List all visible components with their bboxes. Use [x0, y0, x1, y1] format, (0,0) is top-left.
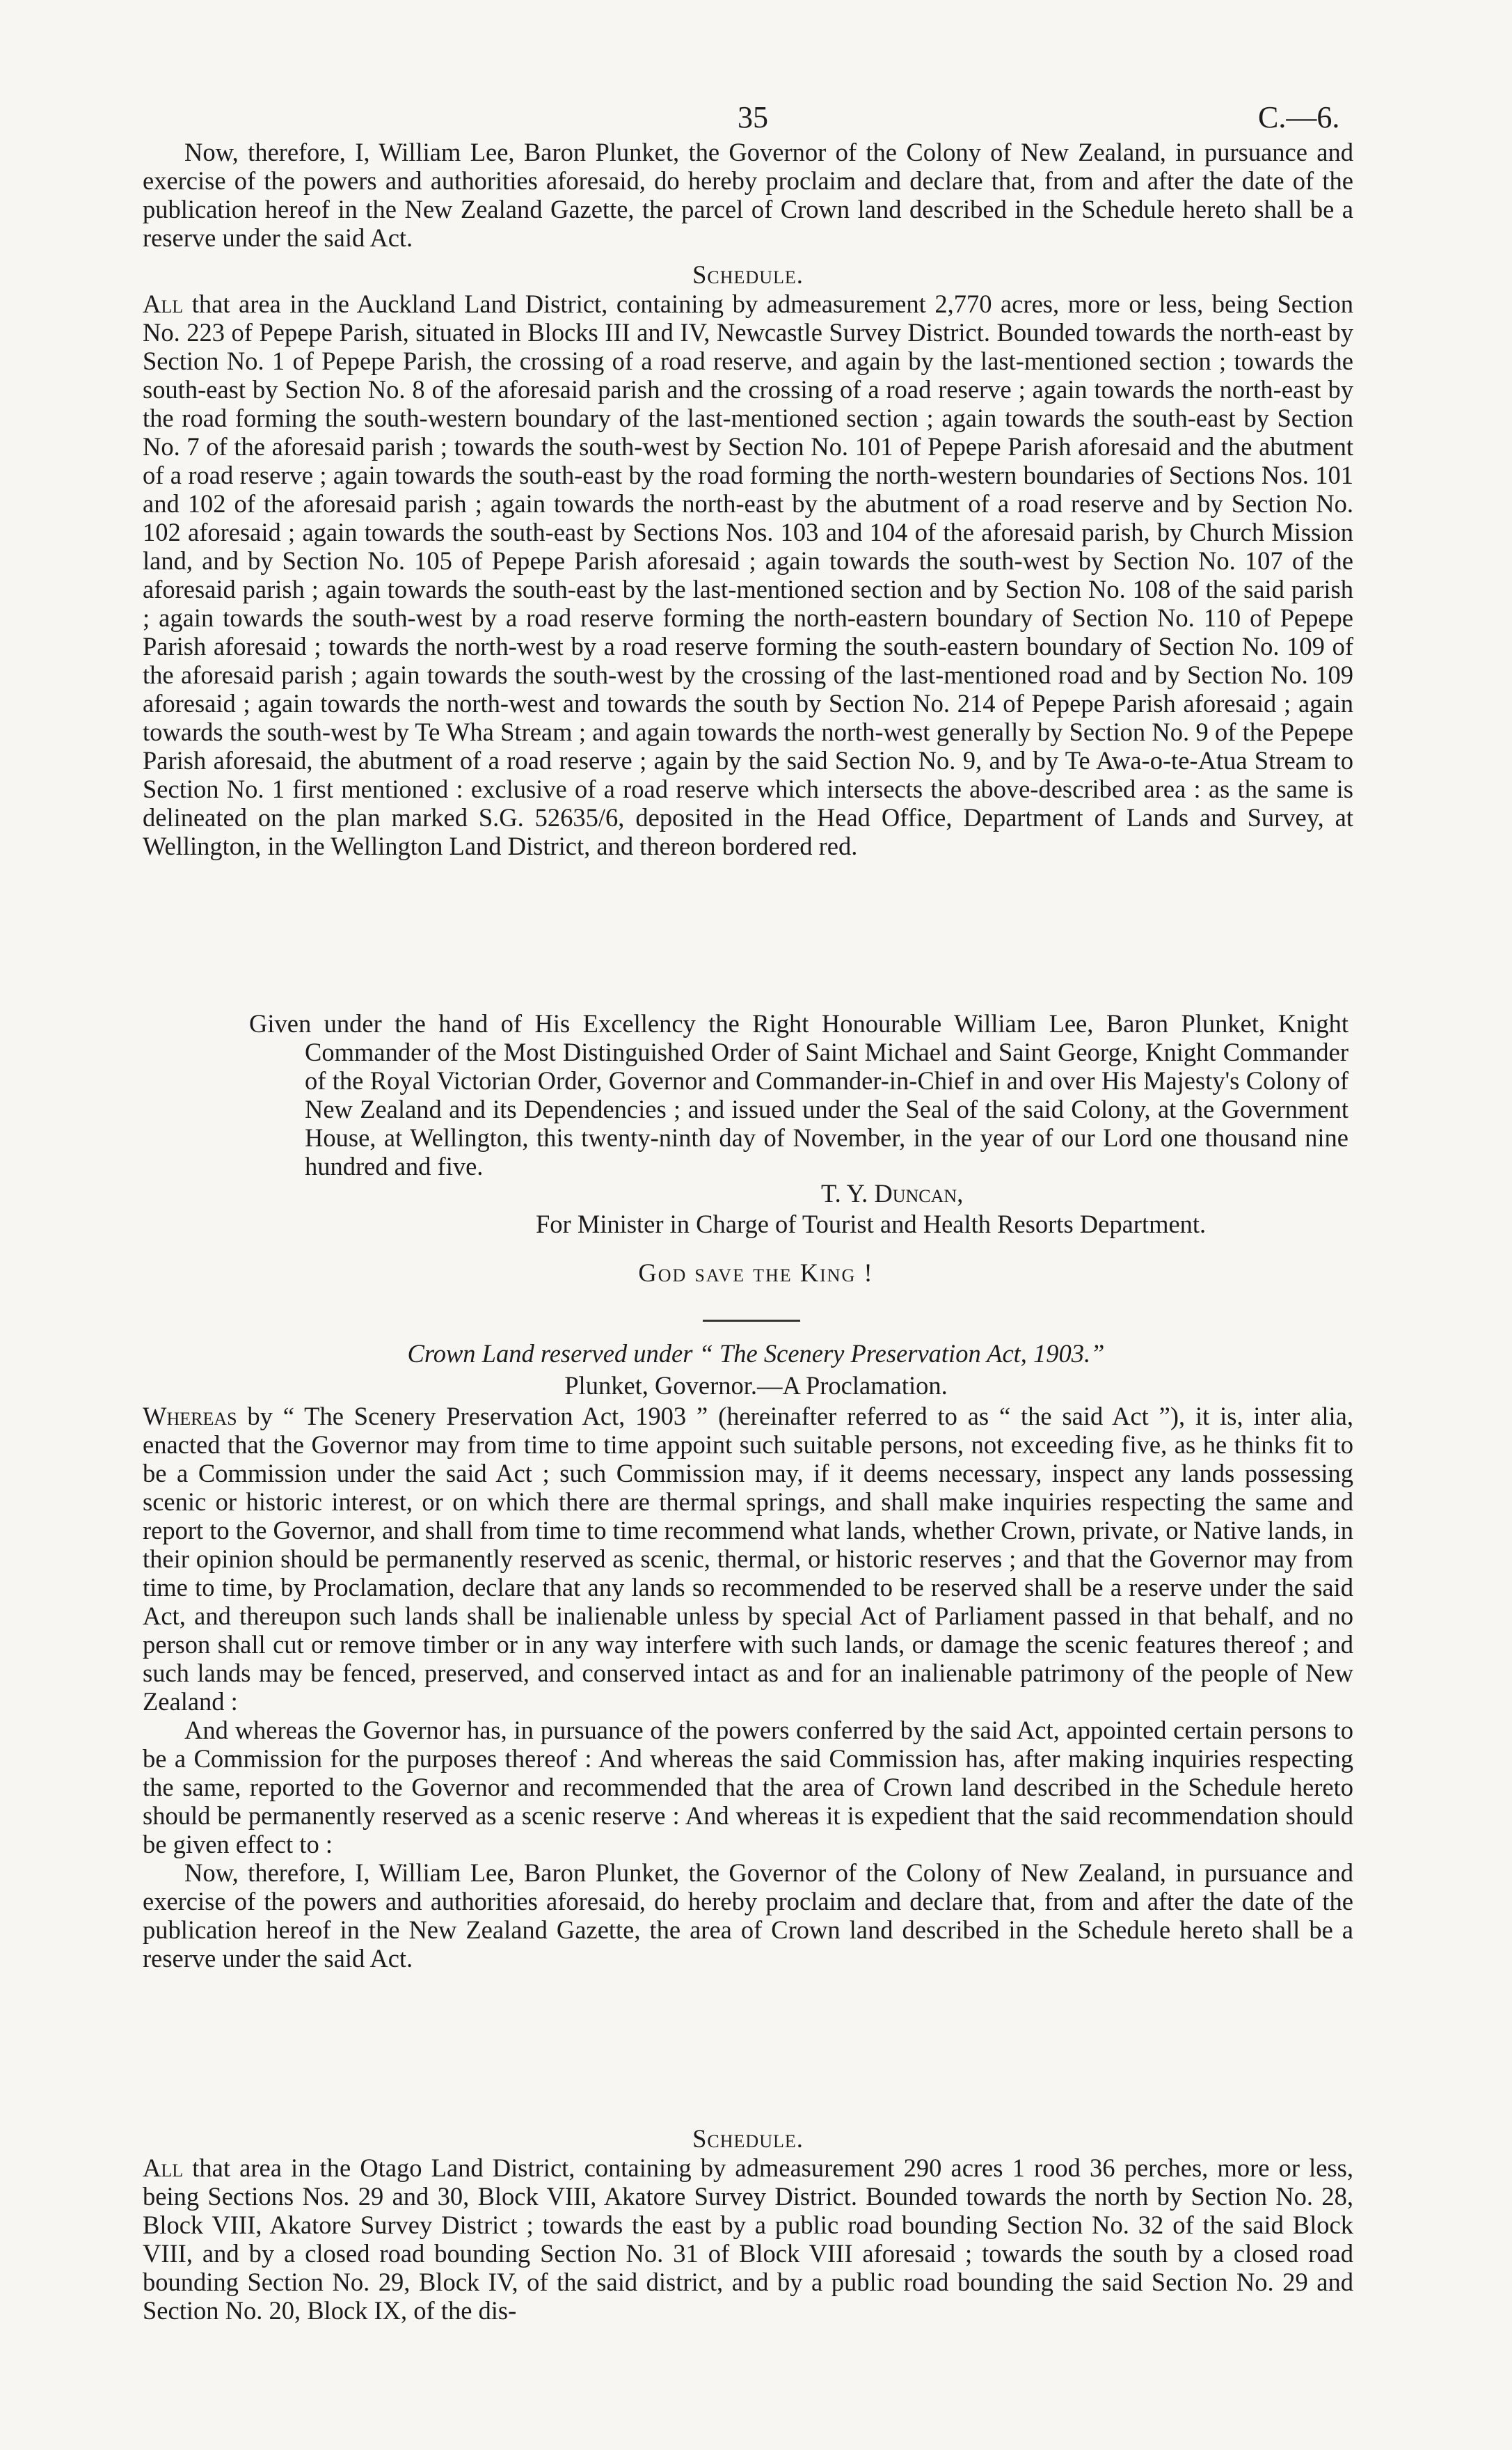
god-save-the-king: God save the King !	[638, 1258, 874, 1287]
whereas-paragraph	[143, 1402, 1353, 1716]
whereas-lead: Whereas	[143, 1402, 237, 1430]
schedule-1-text	[143, 290, 1353, 860]
schedule-1	[143, 290, 1353, 860]
schedule-2-text	[143, 2153, 1353, 2325]
whereas-block	[143, 1402, 1353, 1973]
schedule-2	[143, 2153, 1353, 2325]
given-under-hand	[249, 1009, 1348, 1180]
whereas-body: by “ The Scenery Preservation Act, 1903 ” (hereinafter referred to as “ the said Act ”), it is, inter alia, enacted that the Governor may from time to time appoint such suitable persons, not exceeding five, as he thinks fit to be a Commission under the said Act ; such Commission may, if it deems necessary, inspect any lands possessing scenic or historic interest, or on which there are thermal springs, and shall make inquiries respecting the same and report to the Governor, and shall from time to time recommend what lands, whether Crown, private, or Native lands, in their opinion should be permanently reserved as scenic, thermal, or historic reserves ; and that the Governor may from time to time, by Proclamation, declare that any lands so recommended to be reserved shall be a reserve under the said Act, and thereupon such lands shall be inalienable unless by special Act of Parliament passed in that behalf, and no person shall cut or remove timber or in any way interfere with such lands, or damage the scenic features thereof ; and such lands may be fenced, preserved, and conserved intact as and for an inalienable patrimony of the people of New Zealand :	[143, 1402, 1353, 1716]
and-whereas-paragraph: And whereas the Governor has, in pursuance of the powers conferred by the said Act, appointed certain persons to be a Commission for the purposes thereof : And whereas the said Commission has, after making inquiries respecting the same, reported to the Governor and recommended that the area of Crown land described in the Schedule hereto should be permanently reserved as a scenic reserve : And whereas it is expedient that the said recommendation should be given effect to :	[143, 1716, 1353, 1858]
signatory: T. Y. Duncan,	[821, 1179, 964, 1208]
proclaim-text-2: Now, therefore, I, William Lee, Baron Plunket, the Governor of the Colony of New Zealand, in pursuance and exercise of the powers and authorities aforesaid, do hereby proclaim and declare that, from and after the date of the publication hereof in the New Zealand Gazette, the area of Crown land described in the Schedule hereto shall be a reserve under the said Act.	[143, 1858, 1353, 1973]
for-minister: For Minister in Charge of Tourist and Health Resorts Department.	[536, 1210, 1207, 1238]
proclamation-heading: Plunket, Governor.—A Proclamation.	[564, 1371, 948, 1400]
given-text: Given under the hand of His Excellency the Right Honourable William Lee, Baron Plunket, Knight Commander of the Most Distinguished Order of Saint Michael and Saint George, Knight Commander of the Royal Victorian Order, Governor and Commander-in-Chief in and over His Majesty's Colony of New Zealand and its Dependencies ; and issued under the Seal of the said Colony, at the Government House, at Wellington, this twenty-ninth day of November, in the year of our Lord one thousand nine hundred and five.	[249, 1009, 1348, 1180]
proclamation-paragraph-1	[143, 138, 1353, 252]
schedule-2-lead: All	[143, 2153, 184, 2182]
page-number: 35	[738, 100, 768, 134]
schedule-2-body: that area in the Otago Land District, containing by admeasurement 290 acres 1 rood 36 perches, more or less, being Sections Nos. 29 and 30, Block VIII, Akatore Survey District. Bounded towards the north by Section No. 28, Block VIII, Akatore Survey District ; towards the east by a public road bounding Section No. 32 of the said Block VIII, and by a closed road bounding Section No. 31 of Block VIII aforesaid ; towards the south by a closed road bounding Section No. 29, Block IV, of the said district, and by a public road bounding the said Section No. 29 and Section No. 20, Block IX, of the dis-	[143, 2153, 1353, 2325]
notice-title: Crown Land reserved under “ The Scenery Preservation Act, 1903.”	[407, 1339, 1105, 1368]
schedule-heading-2: Schedule.	[692, 2124, 804, 2153]
document-reference: C.—6.	[1258, 100, 1340, 134]
proclaim-text-1: Now, therefore, I, William Lee, Baron Plunket, the Governor of the Colony of New Zealand, in pursuance and exercise of the powers and authorities aforesaid, do hereby proclaim and declare that, from and after the date of the publication hereof in the New Zealand Gazette, the parcel of Crown land described in the Schedule hereto shall be a reserve under the said Act.	[143, 138, 1353, 252]
schedule-1-body: that area in the Auckland Land District, containing by admeasurement 2,770 acres, more or less, being Section No. 223 of Pepepe Parish, situated in Blocks III and IV, Newcastle Survey District. Bounded towards the north-east by Section No. 1 of Pepepe Parish, the crossing of a road reserve, and again by the last-mentioned section ; towards the south-east by Section No. 8 of the aforesaid parish and the crossing of a road reserve ; again towards the north-east by the road forming the south-western boundary of the last-mentioned section ; again towards the south-east by Section No. 7 of the aforesaid parish ; towards the south-west by Section No. 101 of Pepepe Parish aforesaid and the abutment of a road reserve ; again towards the south-east by the road forming the north-western boundaries of Sections Nos. 101 and 102 of the aforesaid parish ; again towards the north-east by the abutment of a road reserve and by Section No. 102 aforesaid ; again towards the south-east by Sections Nos. 103 and 104 of the aforesaid parish, by Church Mission land, and by Section No. 105 of Pepepe Parish aforesaid ; again towards the south-west by Section No. 107 of the aforesaid parish ; again towards the south-east by the last-mentioned section and by Section No. 108 of the said parish ; again towards the south-west by a road reserve forming the north-eastern boundary of Section No. 110 of Pepepe Parish aforesaid ; towards the north-west by a road reserve forming the south-eastern boundary of Section No. 109 of the aforesaid parish ; again towards the south-west by the crossing of the last-mentioned road and by Section No. 109 aforesaid ; again towards the north-west and towards the south by Section No. 214 of Pepepe Parish aforesaid ; again towards the south-west by Te Wha Stream ; and again towards the north-west generally by Section No. 9 of the Pepepe Parish aforesaid, the abutment of a road reserve ; again by the said Section No. 9, and by Te Awa-o-te-Atua Stream to Section No. 1 first mentioned : exclusive of a road reserve which intersects the above-described area : as the same is delineated on the plan marked S.G. 52635/6, deposited in the Head Office, Department of Lands and Survey, at Wellington, in the Wellington Land District, and thereon bordered red.	[143, 290, 1353, 860]
section-divider	[703, 1320, 800, 1322]
schedule-heading-1: Schedule.	[692, 260, 804, 289]
schedule-1-lead: All	[143, 290, 184, 318]
